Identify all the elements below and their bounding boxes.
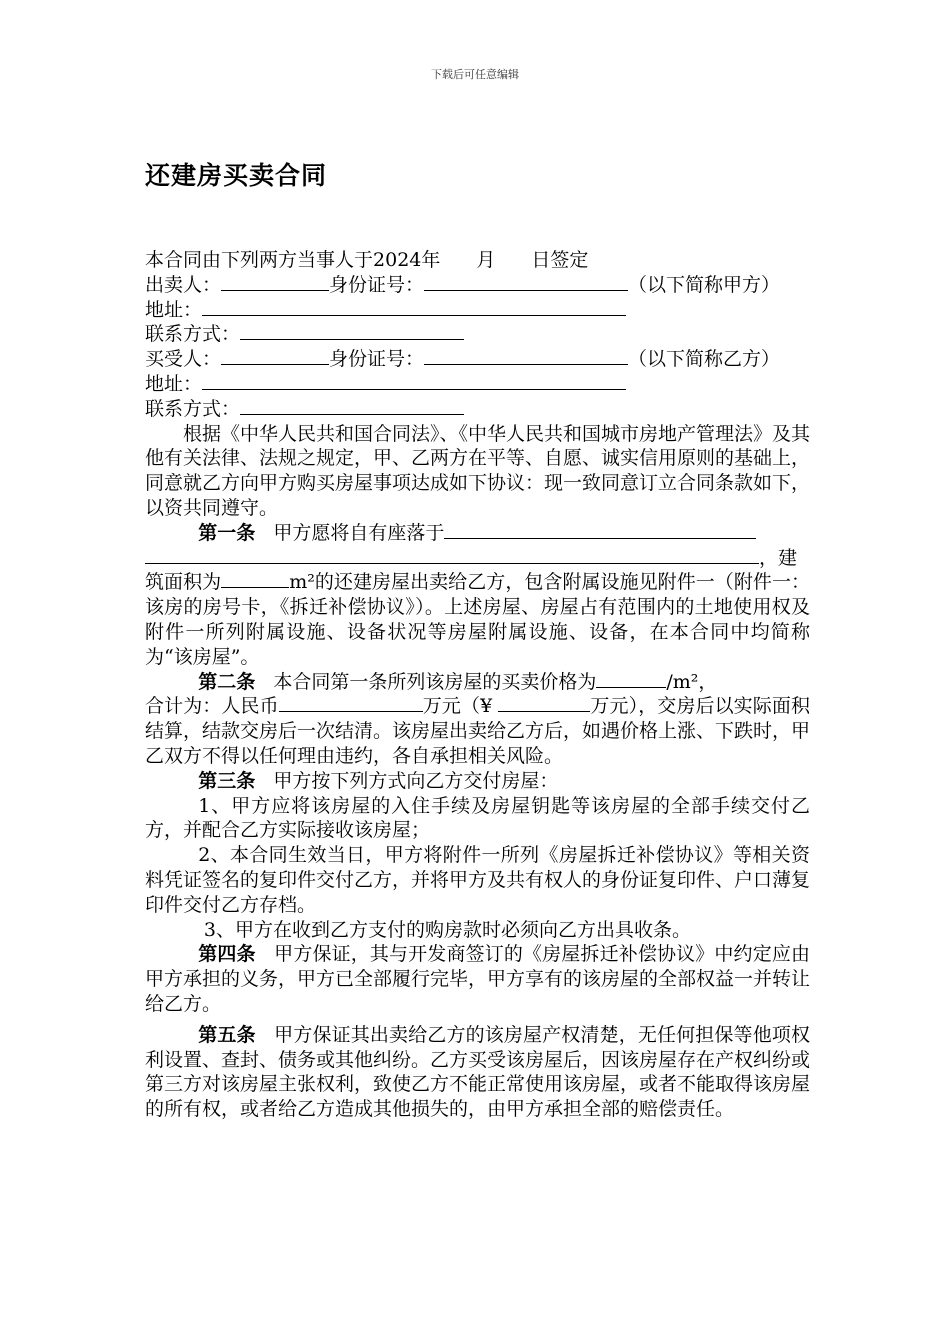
seller-line: 出卖人： 身份证号： （以下简称甲方）	[145, 273, 781, 296]
article-4: 第四条 甲方保证，其与开发商签订的《房屋拆迁补偿协议》中约定应由甲方承担的义务，甲方已全部履行完毕，甲方享有的该房屋的全部权益一并转让给乙方。	[145, 943, 811, 1015]
article-3: 第三条 甲方按下列方式向乙方交付房屋：	[198, 769, 559, 792]
article-5: 第五条 甲方保证其出卖给乙方的该房屋产权清楚，无任何担保等他项权利设置、查封、债务或其他纠纷。乙方买受该房屋后，因该房屋存在产权纠纷或第三方对该房屋主张权利，致使乙方不能正常使用该房屋，或者不能取得该房屋的所有权，或者给乙方造成其他损失的，由甲方承担全部的赔偿责任。	[145, 1023, 811, 1121]
article-5-heading: 第五条	[198, 1023, 256, 1046]
preamble: 根据《中华人民共和国合同法》、《中华人民共和国城市房地产管理法》及其他有关法律、法规之规定，甲、乙两方在平等、自愿、诚实信用原则的基础上，同意就乙方向甲方购买房屋事项达成如下协议：现一致同意订立合同条款如下，以资共同遵守。	[145, 422, 811, 519]
buyer-contact-line: 联系方式：	[145, 397, 810, 422]
article-2-first-line: 第二条 本合同第一条所列该房屋的买卖价格为 /m²，	[198, 670, 718, 693]
document-title: 还建房买卖合同	[145, 161, 328, 190]
seller-contact-line: 联系方式：	[145, 322, 810, 347]
buyer-address-blank[interactable]	[202, 372, 626, 390]
article-1-body: 筑面积为 m²的还建房屋出卖给乙方，包含附属设施见附件一（附件一：该房的房号卡，《拆迁补偿协议》）。上述房屋、房屋占有范围内的土地使用权及附件一所列附属设施、设备状况等房屋附属设施、设备，在本合同中均简称为“该房屋”。	[145, 571, 810, 668]
seller-address-blank[interactable]	[202, 298, 626, 316]
seller-address-line: 地址：	[145, 298, 810, 323]
article-3-item-3: 3、甲方在收到乙方支付的购房款时必须向乙方出具收条。	[203, 918, 691, 941]
seller-contact-blank[interactable]	[240, 322, 464, 340]
buyer-contact-blank[interactable]	[240, 397, 464, 415]
total-rmb-blank[interactable]	[279, 694, 423, 712]
header-note: 下载后可任意编辑	[431, 68, 519, 81]
intro-line: 本合同由下列两方当事人于2024年 月 日签定	[145, 249, 589, 271]
article-4-heading: 第四条	[198, 943, 256, 966]
total-yuan-blank[interactable]	[498, 694, 590, 712]
article-3-item-2: 2、本合同生效当日，甲方将附件一所列《房屋拆迁补偿协议》等相关资料凭证签名的复印件交付乙方，并将甲方及共有权人的身份证复印件、户口薄复印件交付乙方存档。	[145, 844, 811, 916]
contract-body	[145, 248, 810, 1122]
area-blank[interactable]	[221, 570, 289, 588]
location-blank[interactable]	[444, 521, 756, 539]
buyer-id-blank[interactable]	[424, 347, 628, 365]
buyer-name-blank[interactable]	[221, 347, 329, 365]
article-1-second-line: ，建	[145, 546, 810, 571]
article-1-heading: 第一条	[198, 521, 256, 544]
article-3-item-1: 1、甲方应将该房屋的入住手续及房屋钥匙等该房屋的全部手续交付乙方，并配合乙方实际接收该房屋；	[145, 794, 810, 842]
article-2-heading: 第二条	[198, 670, 256, 693]
article-3-heading: 第三条	[198, 769, 256, 792]
buyer-line: 买受人： 身份证号： （以下简称乙方）	[145, 348, 781, 371]
location-blank-continued[interactable]	[145, 546, 759, 564]
article-2-body: 合计为：人民币 万元（¥ 万元），交房后以实际面积结算，结款交房后一次结清。该房屋出卖给乙方后，如遇价格上涨、下跌时，甲乙双方不得以任何理由违约，各自承担相关风险。	[145, 695, 811, 767]
article-1-first-line: 第一条 甲方愿将自有座落于	[145, 521, 810, 546]
seller-name-blank[interactable]	[221, 273, 329, 291]
unit-price-blank[interactable]	[596, 670, 666, 688]
seller-id-blank[interactable]	[424, 273, 628, 291]
buyer-address-line: 地址：	[145, 372, 810, 397]
